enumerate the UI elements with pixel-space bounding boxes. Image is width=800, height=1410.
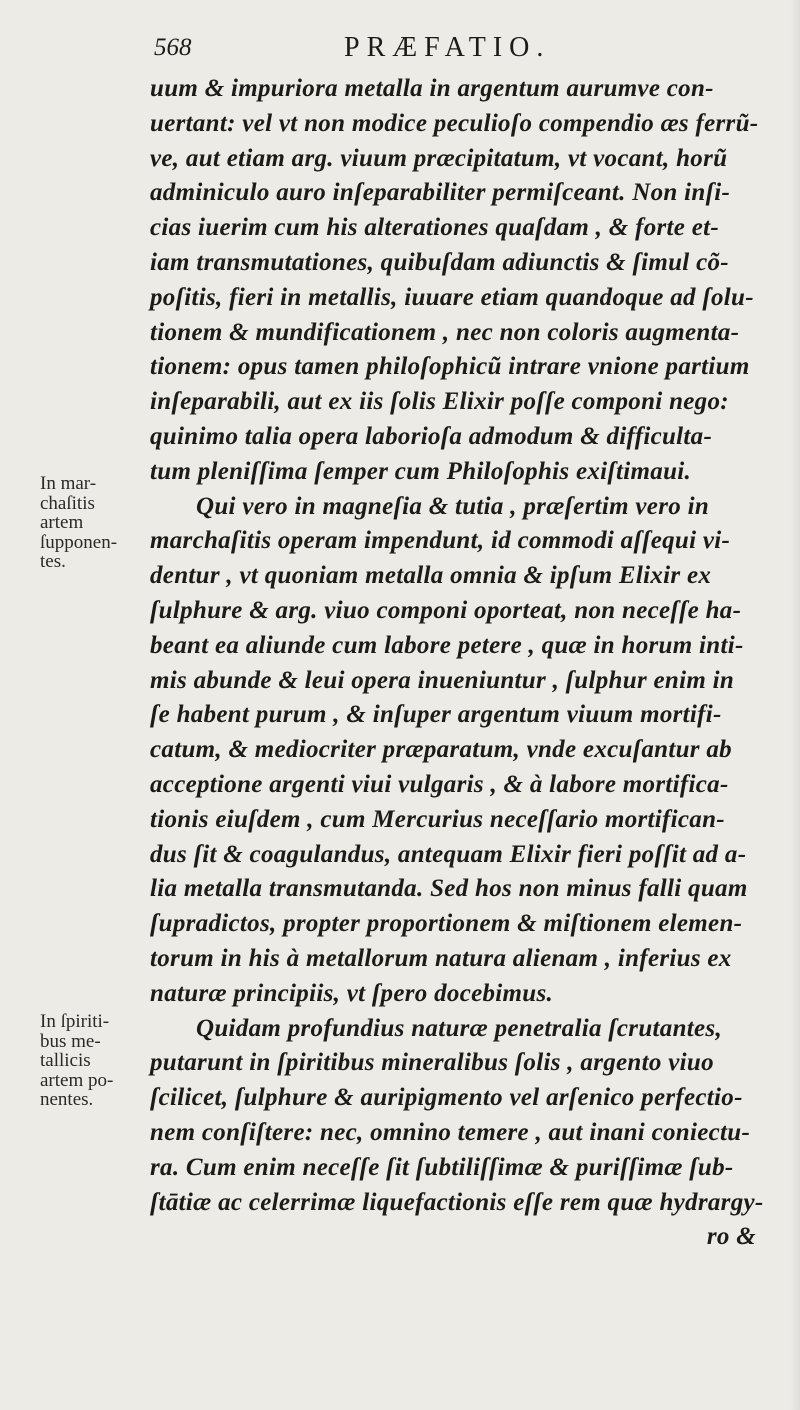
margin-note-line: tallicis: [40, 1050, 91, 1071]
text-line: quinimo talia opera laborioſa admodum & difficulta-: [150, 422, 713, 450]
text-line: ro &: [706, 1223, 756, 1251]
text-line: tionis eiuſdem , cum Mercurius neceſſario mortifican-: [150, 805, 725, 833]
text-line: ſe habent purum , & inſuper argentum viuum mortifi-: [150, 701, 722, 729]
margin-note-line: bus me-: [40, 1030, 101, 1052]
text-line: mis abunde & leui opera inueniuntur , ſulphur enim in: [150, 666, 735, 694]
text-line: putarunt in ſpiritibus mineralibus ſolis , argento viuo: [150, 1049, 714, 1077]
page-number: 568: [154, 34, 192, 61]
margin-note-line: artem: [40, 512, 84, 533]
text-line: poſitis, fieri in metallis, iuuare etiam quandoque ad ſolu-: [150, 283, 754, 311]
text-line: ſcilicet, ſulphure & auripigmento vel arſenico perfectio-: [150, 1084, 743, 1112]
text-line: Qui vero in magneſia & tutia , præſertim vero in: [196, 492, 710, 520]
text-line: tum pleniſſima ſemper cum Philoſophis exiſtimaui.: [150, 457, 692, 485]
text-line: cias iuerim cum his alterationes quaſdam , & forte et-: [150, 214, 719, 242]
text-line: inſeparabili, aut ex iis ſolis Elixir poſſe componi nego:: [150, 388, 729, 416]
margin-note-line: chaſitis: [40, 492, 95, 514]
margin-note-line: In mar-: [40, 473, 97, 494]
text-line: nem conſiſtere: nec, omnino temere , aut inani coniectu-: [150, 1118, 751, 1146]
text-line: beant ea aliunde cum labore petere , quæ in horum inti-: [150, 631, 744, 659]
text-line: marchaſitis operam impendunt, id commodi aſſequi vi-: [150, 527, 731, 555]
margin-note-marchasitis: [40, 474, 152, 572]
text-line: catum, & mediocriter præparatum, vnde excuſantur ab: [150, 736, 732, 764]
text-line: Quidam profundius naturæ penetralia ſcrutantes,: [196, 1014, 723, 1042]
text-line: dentur , vt quoniam metalla omnia & ipſum Elixir ex: [150, 562, 712, 590]
margin-note-line: artem po-: [40, 1069, 114, 1091]
text-line: torum in his à metallorum natura alienam , inferius ex: [150, 944, 732, 972]
text-line: adminiculo auro inſeparabiliter permiſceant. Non inſi-: [150, 179, 731, 207]
text-line: ve, aut etiam arg. viuum præcipitatum, vt vocant, horũ: [150, 144, 728, 172]
text-line: tionem & mundificationem , nec non coloris augmenta-: [150, 318, 740, 346]
page-header: [140, 30, 660, 70]
running-title: PRÆFATIO.: [344, 32, 551, 63]
margin-note-line: ſupponen-: [40, 531, 118, 553]
margin-note-line: In ſpiriti-: [40, 1011, 110, 1032]
text-line: naturæ principiis, vt ſpero docebimus.: [150, 979, 554, 1007]
body-text: [150, 72, 798, 1255]
text-line: acceptione argenti viui vulgaris , & à labore mortifica-: [150, 770, 729, 798]
text-line: ſupradictos, propter proportionem & miſtionem elemen-: [150, 910, 743, 938]
text-line: tionem: opus tamen philoſophicũ intrare vnione partium: [150, 353, 750, 381]
margin-note-line: tes.: [40, 551, 66, 572]
margin-note-line: nentes.: [40, 1089, 94, 1110]
text-line: iam transmutationes, quibuſdam adiunctis & ſimul cõ-: [150, 248, 729, 276]
text-line: uertant: vel vt non modice peculioſo compendio æs ferrũ-: [150, 109, 759, 137]
page-edge-shadow: [790, 0, 800, 1410]
margin-note-spiritibus: [40, 1012, 152, 1110]
text-line: dus ſit & coagulandus, antequam Elixir fieri poſſit ad a-: [150, 840, 747, 868]
text-line: uum & impuriora metalla in argentum aurumve con-: [150, 75, 714, 102]
text-line: ſulphure & arg. viuo componi oporteat, non neceſſe ha-: [150, 596, 742, 624]
text-line: lia metalla transmutanda. Sed hos non minus falli quam: [150, 875, 748, 903]
text-line: ra. Cum enim neceſſe ſit ſubtiliſſimæ & puriſſimæ ſub-: [150, 1153, 734, 1181]
text-line: ſtātiæ ac celerrimæ liquefactionis eſſe rem quæ hydrargy-: [150, 1188, 764, 1216]
